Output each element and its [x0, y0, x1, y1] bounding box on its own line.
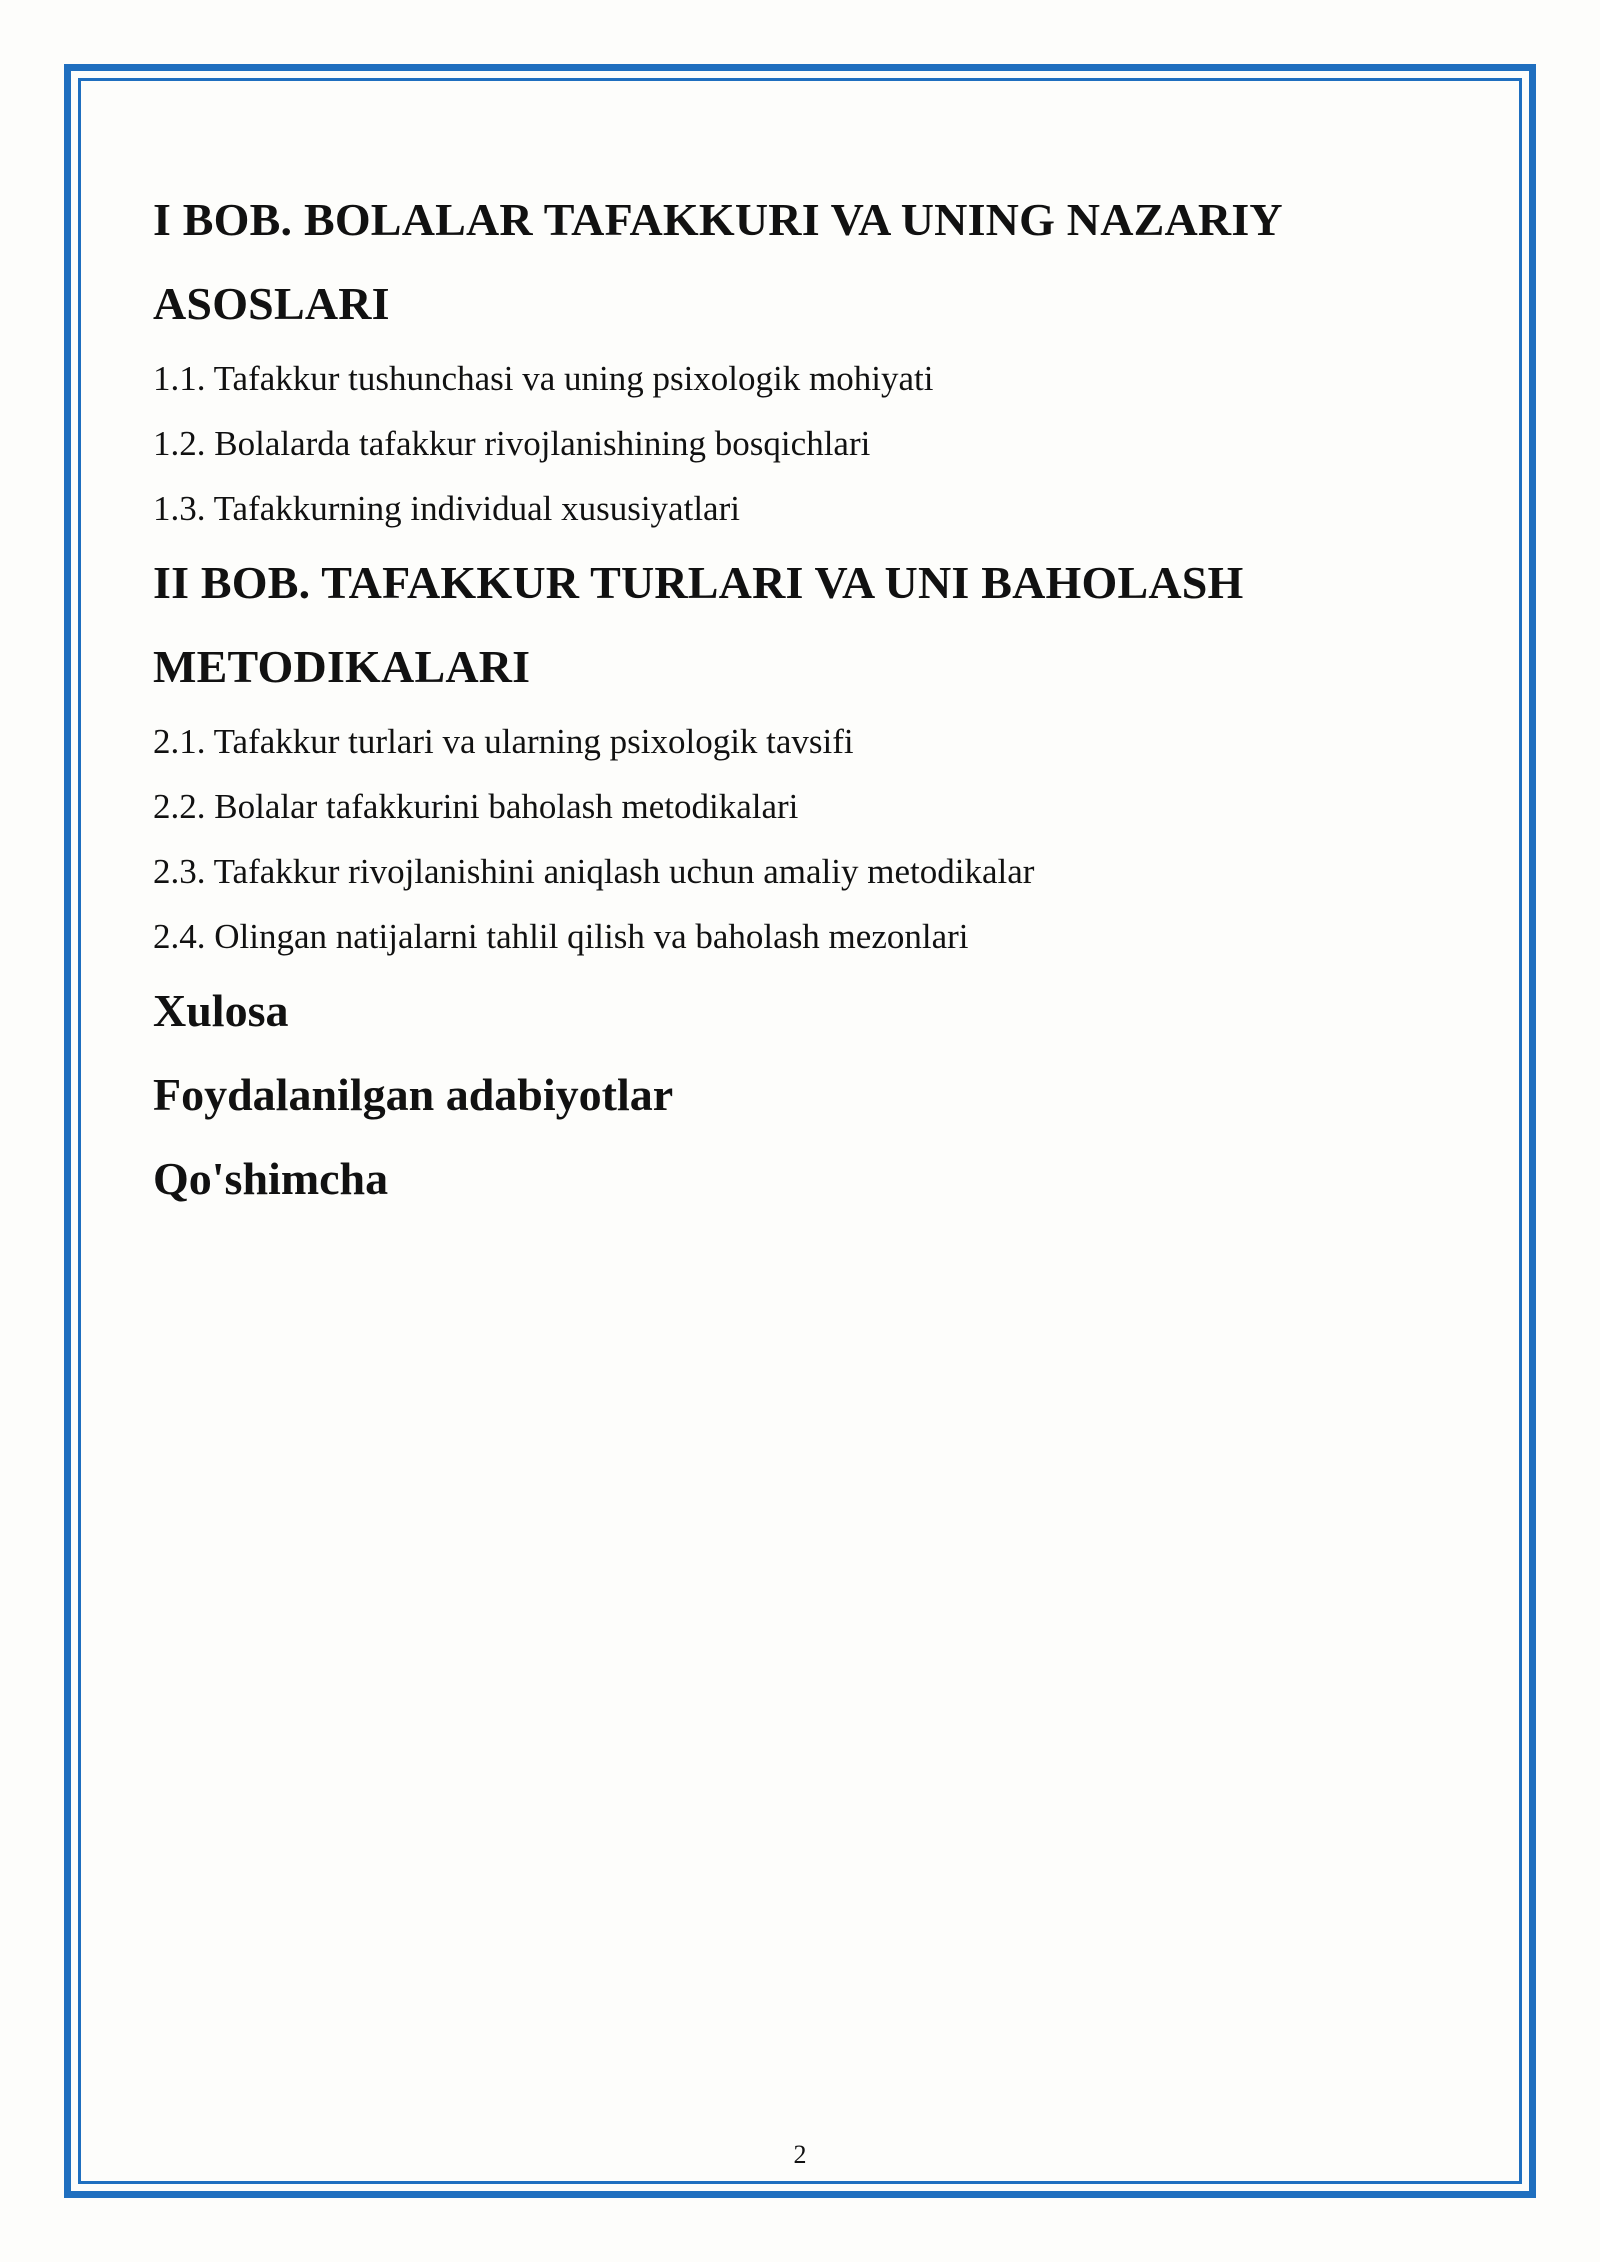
section-1-1: 1.1. Tafakkur tushunchasi va uning psixologik mohiyati [153, 359, 934, 398]
page-number: 2 [793, 2140, 807, 2169]
chapter-1-title-line-2: ASOSLARI [153, 278, 390, 329]
appendix-heading: Qo'shimcha [153, 1153, 389, 1204]
section-2-4: 2.4. Olingan natijalarni tahlil qilish va baholash mezonlari [153, 917, 969, 956]
chapter-2 [153, 541, 1433, 969]
references-heading: Foydalanilgan adabiyotlar [153, 1069, 674, 1120]
chapter-2-title-line-2: METODIKALARI [153, 641, 531, 692]
chapter-1 [153, 178, 1433, 541]
conclusion-heading: Xulosa [153, 985, 289, 1036]
section-2-1: 2.1. Tafakkur turlari va ularning psixologik tavsifi [153, 722, 854, 761]
section-2-3: 2.3. Tafakkur rivojlanishini aniqlash uchun amaliy metodikalar [153, 852, 1035, 891]
section-2-2: 2.2. Bolalar tafakkurini baholash metodikalari [153, 787, 799, 826]
section-1-2: 1.2. Bolalarda tafakkur rivojlanishining bosqichlari [153, 424, 871, 463]
table-of-contents [153, 178, 1433, 1221]
section-1-3: 1.3. Tafakkurning individual xususiyatlari [153, 489, 740, 528]
chapter-1-title-line-1: I BOB. BOLALAR TAFAKKURI VA UNING NAZARIY [153, 194, 1283, 245]
chapter-2-title-line-1: II BOB. TAFAKKUR TURLARI VA UNI BAHOLASH [153, 557, 1244, 608]
